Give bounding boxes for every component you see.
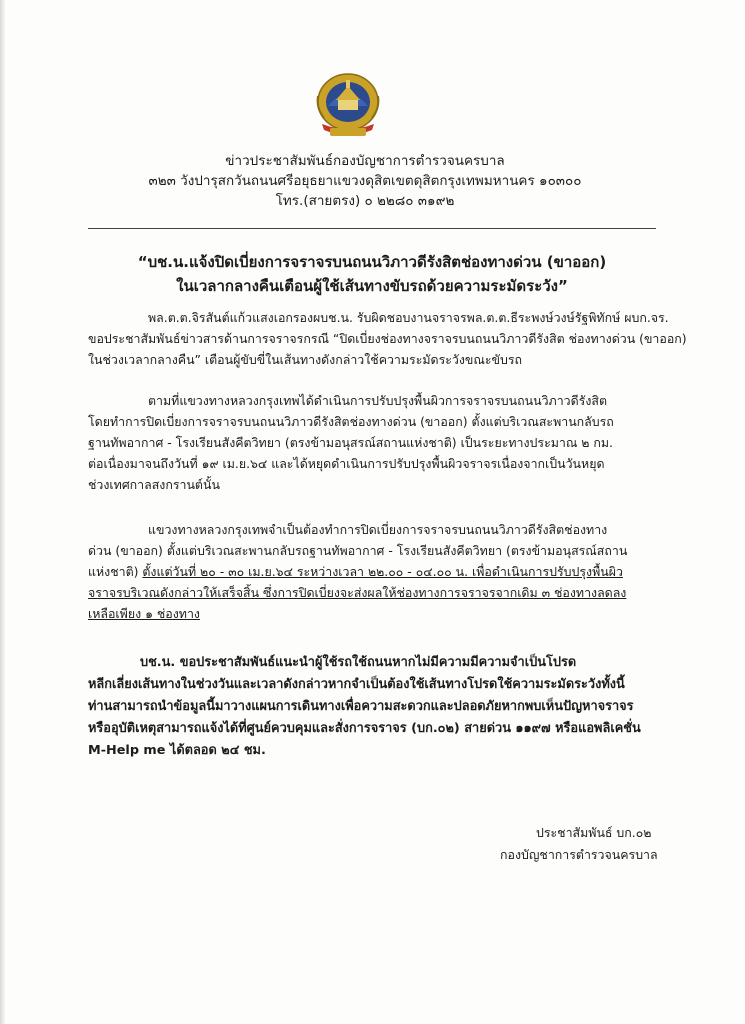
- paragraph-line: ตามที่แขวงทางหลวงกรุงเทพได้ดำเนินการปรับปรุงพื้นผิวการจราจรบนถนนวิภาวดีรังสิต: [148, 393, 607, 408]
- paragraph-line: บช.น. ขอประชาสัมพันธ์แนะนำผู้ใช้รถใช้ถนนหากไม่มีความมีความจำเป็นโปรด: [140, 655, 577, 670]
- signature-department: ประชาสัมพันธ์ บก.๐๒: [536, 825, 652, 840]
- closure-schedule-underlined: ตั้งแต่วันที่ ๒๐ - ๓๐ เม.ย.๖๔ ระหว่างเวลา ๒๒.๐๐ - ๐๔.๐๐ น. เพื่อดำเนินการปรับปรุงพื้นผิว: [142, 564, 623, 579]
- paragraph-line: หรืออุบัติเหตุสามารถแจ้งได้ที่ศูนย์ควบคุมและสั่งการจราจร (บก.๐๒) สายด่วน ๑๑๙๗ หรือแอพลิเคชั่น: [88, 721, 641, 736]
- paragraph-line: M-Help me ได้ตลอด ๒๔ ชม.: [88, 743, 266, 758]
- header-divider: [88, 228, 656, 229]
- paragraph-advisory: [88, 652, 656, 762]
- closure-location-tail: แห่งชาติ): [88, 564, 143, 579]
- header-phone: โทร.(สายตรง) ๐ ๒๒๘๐ ๓๑๙๒: [275, 193, 455, 209]
- paragraph-line: หลีกเลี่ยงเส้นทางในช่วงวันและเวลาดังกล่าวหากจำเป็นต้องใช้เส้นทางโปรดใช้ความระมัดระวังทั้งนี้: [88, 677, 625, 692]
- paragraph-line: โดยทำการปิดเบี่ยงการจราจรบนถนนวิภาวดีรังสิตช่องทางด่วน (ขาออก) ตั้งแต่บริเวณสะพานกลับรถ: [88, 414, 614, 429]
- document-title: [86, 250, 658, 298]
- paragraph-intro: [88, 307, 687, 370]
- header-address: ๓๒๓ วังปารุสกวันถนนศรีอยุธยาแขวงดุสิตเขตดุสิตกรุงเทพมหานคร ๑๐๓๐๐: [148, 173, 582, 189]
- paragraph-line: ฐานทัพอากาศ - โรงเรียนสังคีตวิทยา (ตรงข้ามอนุสรณ์สถานแห่งชาติ) เป็นระยะทางประมาณ ๒ กม.: [88, 435, 613, 450]
- title-line-2: ในเวลากลางคืนเตือนผู้ใช้เส้นทางขับรถด้วยความระมัดระวัง”: [176, 277, 568, 295]
- paragraph-line: แขวงทางหลวงกรุงเทพจำเป็นต้องทำการปิดเบี่ยงการจราจรบนถนนวิภาวดีรังสิตช่องทาง: [148, 522, 608, 537]
- closure-remaining-lanes-underlined: เหลือเพียง ๑ ช่องทาง: [88, 606, 200, 621]
- paragraph-closure-details: [88, 519, 656, 624]
- paragraph-line: ขอประชาสัมพันธ์ข่าวสารด้านการจราจรกรณี “ปิดเบี่ยงช่องทางจราจรบนถนนวิภาวดีรังสิต ช่องทางด่วน (ขาออก): [88, 331, 687, 346]
- paragraph-line: ด่วน (ขาออก) ตั้งแต่บริเวณสะพานกลับรถฐานทัพอากาศ - โรงเรียนสังคีตวิทยา (ตรงข้ามอนุสรณ์สถาน: [88, 543, 628, 558]
- paragraph-background: [88, 390, 656, 495]
- closure-impact-underlined: จราจรบริเวณดังกล่าวให้เสร็จสิ้น ซึ่งการปิดเบี่ยงจะส่งผลให้ช่องทางการจราจรจากเดิม ๓ ช่องทางลดลง: [88, 585, 627, 600]
- press-release-header: [130, 151, 600, 211]
- paragraph-line: ท่านสามารถนำข้อมูลนี้มาวางแผนการเดินทางเพื่อความสะดวกและปลอดภัยหากพบเห็นปัญหาจราจร: [88, 699, 634, 714]
- title-line-1: “บช.น.แจ้งปิดเบี่ยงการจราจรบนถนนวิภาวดีรังสิตช่องทางด่วน (ขาออก): [137, 253, 607, 271]
- paragraph-line: พล.ต.ต.จิรสันต์แก้วแสงเอกรองผบช.น. รับผิดชอบงานจราจรพล.ต.ต.ธีระพงษ์วงษ์รัฐพิทักษ์ ผบก.จร.: [148, 310, 669, 325]
- header-organization: ข่าวประชาสัมพันธ์กองบัญชาการตำรวจนครบาล: [225, 153, 505, 169]
- signature-block: [500, 822, 700, 866]
- paragraph-line: ช่วงเทศกาลสงกรานต์นั้น: [88, 477, 220, 492]
- royal-thai-police-emblem-icon: [314, 72, 382, 144]
- paragraph-line: ในช่วงเวลากลางคืน” เตือนผู้ขับขี่ในเส้นทางดังกล่าวใช้ความระมัดระวังขณะขับรถ: [88, 352, 523, 367]
- page-edge-shadow: [0, 0, 6, 1024]
- paragraph-line: [88, 561, 656, 582]
- signature-organization: กองบัญชาการตำรวจนครบาล: [500, 847, 658, 862]
- paragraph-line: ต่อเนื่องมาจนถึงวันที่ ๑๙ เม.ย.๖๔ และได้หยุดดำเนินการปรับปรุงพื้นผิวจราจรเนื่องจากเป็นวันหยุด: [88, 456, 605, 471]
